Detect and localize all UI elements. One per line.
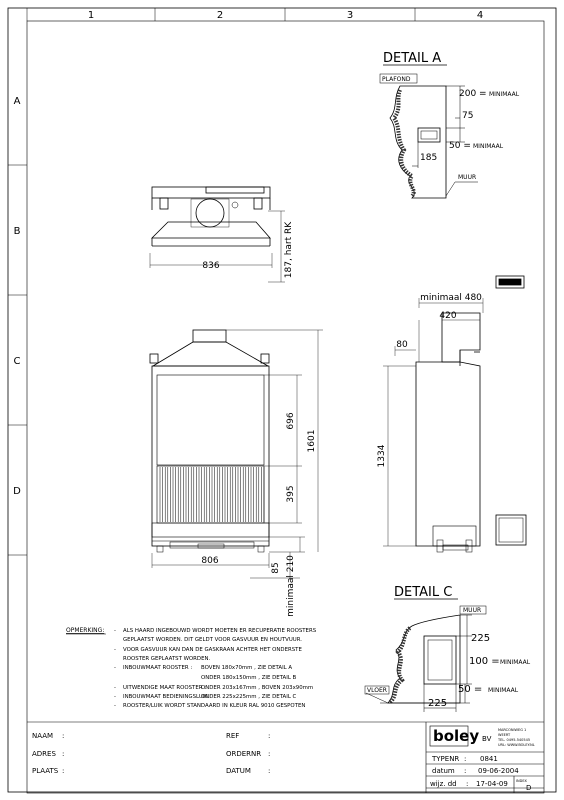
- detail-a-dim-200: 200 =: [459, 89, 487, 99]
- brand-address-3: URL: WWW.BOLEY.NL: [498, 743, 535, 747]
- note-line-3: ROOSTER GEPLAATST WORDEN.: [123, 656, 211, 662]
- note-line-7: ROOSTER/LUIK WORDT STANDAARD IN KLEUR RAL 9010 GESPOTEN: [123, 703, 306, 709]
- front-dim-806: 806: [201, 556, 219, 566]
- detail-c-minimaal-1: MINIMAAL: [500, 659, 531, 666]
- field-datum-colon: :: [268, 767, 271, 775]
- side-dim-1334: 1334: [377, 444, 387, 468]
- detail-c-dim-100: 100 =: [469, 656, 500, 667]
- grille-slats: [160, 467, 264, 522]
- detail-c-title: DETAIL C: [394, 585, 453, 600]
- datum-row-value: 09-06-2004: [478, 767, 519, 775]
- grid-row-b: B: [13, 226, 21, 237]
- notes-block: [66, 627, 317, 709]
- grid-row-c: C: [13, 356, 21, 367]
- note-luik: ONDER 225x225mm , ZIE DETAIL C: [201, 694, 297, 700]
- note-bullet-5: -: [114, 685, 116, 691]
- brand-address-2: TEL. 0495-540545: [498, 738, 531, 742]
- field-ordernr-colon: :: [268, 750, 271, 758]
- typenr-label: TYPENR: [432, 755, 460, 763]
- field-plaats: PLAATS: [32, 767, 59, 775]
- field-ref-colon: :: [268, 732, 271, 740]
- detail-a-plafond: PLAFOND: [382, 76, 411, 83]
- title-fields: [32, 727, 535, 792]
- side-dim-80: 80: [396, 340, 408, 350]
- brand-bv: BV: [482, 735, 492, 743]
- note-line-6: INBOUWMAAT BEDIENINGSLUIK :: [123, 694, 212, 700]
- field-datum: DATUM: [226, 767, 251, 775]
- grid-col-2: 2: [216, 10, 224, 21]
- detail-a-dim-75: 75: [462, 111, 474, 121]
- detail-c-dim-225a: 225: [471, 633, 491, 644]
- top-view-width: 836: [202, 261, 220, 271]
- detail-c-dim-225b: 225: [428, 698, 448, 709]
- datum-row-label: datum: [432, 767, 455, 775]
- detail-c-hatch-recess: [424, 636, 456, 684]
- detail-a-dim-50: 50 =: [449, 141, 471, 151]
- note-line-4: INBOUWMAAT ROOSTER :: [123, 665, 193, 671]
- detail-a-title: DETAIL A: [383, 51, 442, 66]
- front-dim-395: 395: [286, 485, 296, 503]
- flue-circle: [196, 199, 224, 227]
- detail-a: [380, 51, 520, 198]
- wijz-label: wijz. dd: [430, 780, 457, 788]
- detail-c-muur: MUUR: [463, 607, 482, 614]
- note-line-0: ALS HAARD INGEBOUWD WORDT MOETEN ER RECUPERATIE ROOSTERS: [123, 628, 317, 634]
- detail-a-muur: MUUR: [458, 174, 477, 181]
- field-ref: REF: [226, 732, 240, 740]
- note-bullet-6: -: [114, 694, 116, 700]
- detail-a-grille-recess: [418, 128, 440, 142]
- notes-heading: OPMERKING:: [66, 627, 105, 634]
- front-body: [152, 366, 269, 546]
- note-inbouw-2: ONDER 180x150mm , ZIE DETAIL B: [201, 675, 297, 681]
- field-naam: NAAM: [32, 732, 54, 740]
- grid-row-d: D: [13, 486, 21, 497]
- wijz-colon: :: [466, 780, 469, 788]
- front-view: [150, 330, 323, 578]
- grid-col-4: 4: [476, 10, 484, 21]
- field-plaats-colon: :: [62, 767, 65, 775]
- note-bullet-4: -: [114, 665, 116, 671]
- front-dim-1601: 1601: [307, 429, 317, 453]
- grid-col-1: 1: [87, 10, 95, 21]
- typenr-value: 0841: [480, 755, 498, 763]
- note-bullet-7: -: [114, 703, 116, 709]
- field-ordernr: ORDERNR: [226, 750, 262, 758]
- front-dim-696: 696: [286, 412, 296, 430]
- detail-c: [365, 585, 531, 712]
- datum-row-colon: :: [464, 767, 467, 775]
- detail-c-minimaal-2: MINIMAAL: [488, 687, 519, 694]
- field-naam-colon: :: [62, 732, 65, 740]
- grid-row-a: A: [13, 96, 21, 107]
- detail-a-minimaal-2: MINIMAAL: [473, 143, 504, 150]
- index-label: INDEX: [516, 779, 527, 783]
- grid-col-3: 3: [346, 10, 354, 21]
- brand-address-1: WEERT: [498, 733, 511, 737]
- wijz-value: 17-04-09: [476, 780, 508, 788]
- note-line-2: VOOR GASVUUR KAN DAN DE GASKRAAN ACHTER HET ONDERSTE: [123, 647, 302, 653]
- detail-a-minimaal-1: MINIMAAL: [489, 91, 520, 98]
- note-line-1: GEPLAATST WORDEN. DIT GELDT VOOR GASVUUR EN HOUTVUUR.: [123, 637, 303, 643]
- detail-c-dim-50: 50 =: [458, 684, 483, 695]
- note-bullet-0: -: [114, 628, 116, 634]
- detail-a-dim-185: 185: [420, 153, 438, 163]
- front-dim-85: 85: [271, 562, 281, 574]
- field-adres-colon: :: [62, 750, 65, 758]
- note-inbouw-1: BOVEN 180x70mm , ZIE DETAIL A: [201, 665, 293, 671]
- field-adres: ADRES: [32, 750, 56, 758]
- brand-address-0: MARCONIWEG 1: [498, 728, 527, 732]
- top-view-depth: 187, hart RK: [284, 221, 294, 279]
- brand-logo: boley: [433, 727, 480, 745]
- note-uitwendig: ONDER 203x167mm , BOVEN 203x90mm: [201, 685, 314, 691]
- front-dim-minimaal-210: minimaal 210: [286, 555, 296, 617]
- side-dim-minimaal-480: minimaal 480: [420, 293, 482, 303]
- side-dim-420: 420: [439, 311, 457, 321]
- detail-c-vloer: VLOER: [367, 687, 387, 694]
- typenr-colon: :: [464, 755, 467, 763]
- note-bullet-2: -: [114, 647, 116, 653]
- index-value: D: [526, 784, 532, 792]
- note-line-5: UITWENDIGE MAAT ROOSTER :: [123, 685, 207, 691]
